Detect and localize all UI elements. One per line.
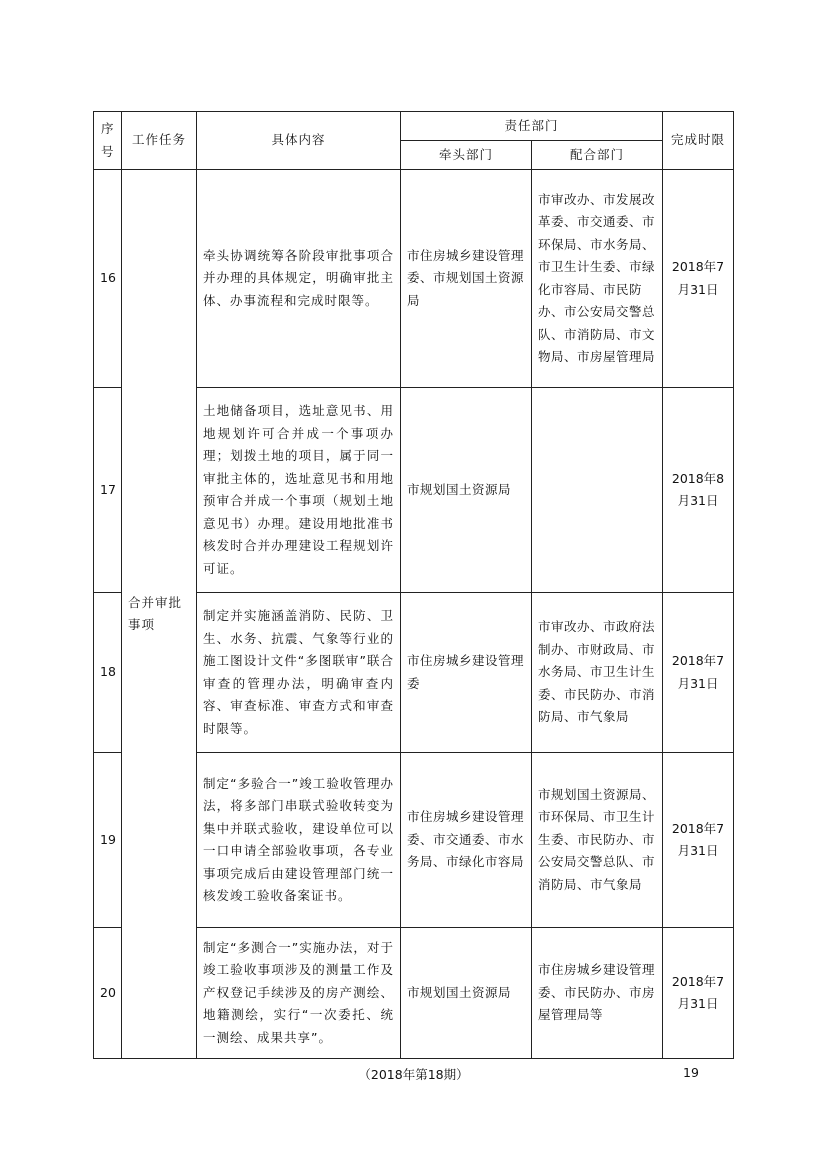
issue-label: （2018年第18期） [358, 1067, 469, 1082]
row-content: 制定“多测合一”实施办法，对于竣工验收事项涉及的测量工作及产权登记手续涉及的房产测绘、地籍测绘，实行“一次委托、统一测绘、成果共享”。 [197, 928, 401, 1059]
page-number: 19 [683, 1065, 699, 1080]
row-deadline: 2018年7月31日 [663, 170, 734, 388]
row-lead: 市住房城乡建设管理委、市规划国土资源局 [401, 170, 532, 388]
task-table [93, 111, 734, 1059]
header-content: 具体内容 [197, 112, 401, 170]
row-coop: 市审改办、市发展改革委、市交通委、市环保局、市水务局、市卫生计生委、市绿化市容局、市民防办、市公安局交警总队、市消防局、市文物局、市房屋管理局 [532, 170, 663, 388]
row-deadline: 2018年7月31日 [663, 928, 734, 1059]
header-responsible: 责任部门 [401, 112, 663, 141]
row-content: 牵头协调统筹各阶段审批事项合并办理的具体规定，明确审批主体、办事流程和完成时限等。 [197, 170, 401, 388]
row-lead: 市规划国土资源局 [401, 928, 532, 1059]
row-no: 19 [94, 753, 122, 928]
row-coop: 市审改办、市政府法制办、市财政局、市水务局、市卫生计生委、市民防办、市消防局、市气象局 [532, 593, 663, 753]
header-deadline: 完成时限 [663, 112, 734, 170]
row-coop: 市住房城乡建设管理委、市民防办、市房屋管理局等 [532, 928, 663, 1059]
row-no: 16 [94, 170, 122, 388]
header-task: 工作任务 [122, 112, 197, 170]
header-no: 序号 [94, 112, 122, 170]
row-coop: 市规划国土资源局、市环保局、市卫生计生委、市民防办、市公安局交警总队、市消防局、市气象局 [532, 753, 663, 928]
row-no: 20 [94, 928, 122, 1059]
row-no: 18 [94, 593, 122, 753]
row-lead: 市住房城乡建设管理委、市交通委、市水务局、市绿化市容局 [401, 753, 532, 928]
row-deadline: 2018年8月31日 [663, 388, 734, 593]
table-row [94, 170, 734, 388]
row-content: 制定并实施涵盖消防、民防、卫生、水务、抗震、气象等行业的施工图设计文件“多图联审”联合审查的管理办法，明确审查内容、审查标准、审查方式和审查时限等。 [197, 593, 401, 753]
header-coop: 配合部门 [532, 141, 663, 170]
row-deadline: 2018年7月31日 [663, 593, 734, 753]
row-coop [532, 388, 663, 593]
row-content: 制定“多验合一”竣工验收管理办法，将多部门串联式验收转变为集中并联式验收，建设单位可以一口申请全部验收事项，各专业事项完成后由建设管理部门统一核发竣工验收备案证书。 [197, 753, 401, 928]
row-lead: 市规划国土资源局 [401, 388, 532, 593]
row-content: 土地储备项目，选址意见书、用地规划许可合并成一个事项办理；划拨土地的项目，属于同一审批主体的，选址意见书和用地预审合并成一个事项（规划土地意见书）办理。建设用地批准书核发时合并办理建设工程规划许可证。 [197, 388, 401, 593]
row-deadline: 2018年7月31日 [663, 753, 734, 928]
row-lead: 市住房城乡建设管理委 [401, 593, 532, 753]
row-no: 17 [94, 388, 122, 593]
header-row [94, 112, 734, 141]
header-lead: 牵头部门 [401, 141, 532, 170]
task-cell: 合并审批事项 [122, 170, 197, 1059]
